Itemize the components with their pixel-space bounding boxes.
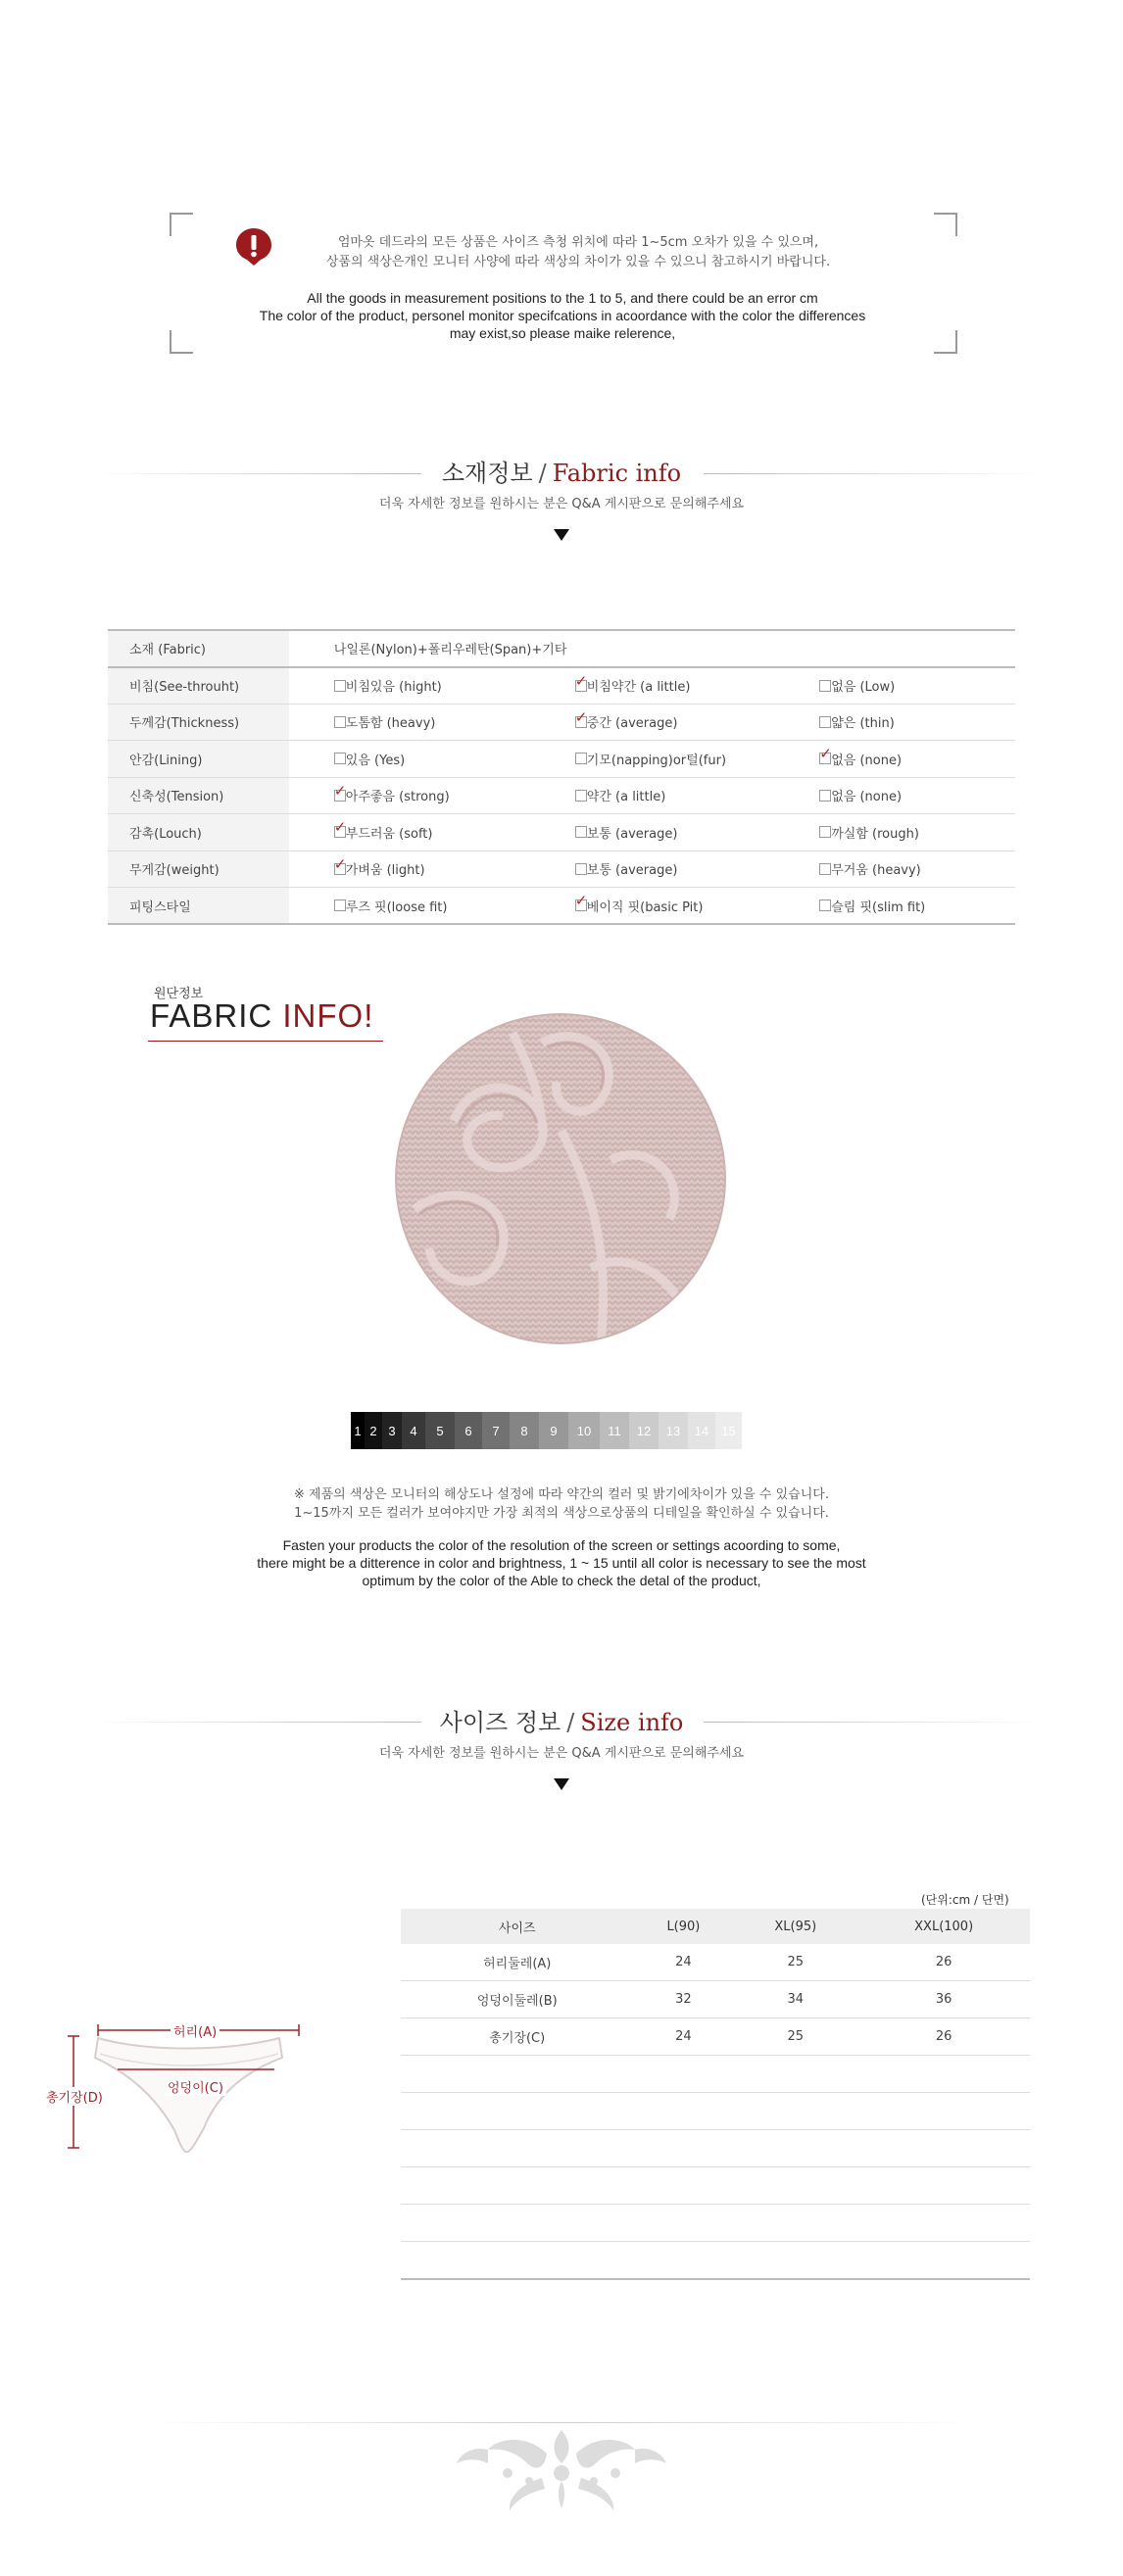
color-swatch-1: 1 <box>351 1412 365 1449</box>
table-row <box>401 2018 1030 2056</box>
footer-divider <box>149 2422 972 2423</box>
fabric-info-small-label: 원단정보 <box>154 987 204 1001</box>
option-cell <box>289 814 530 851</box>
fabric-section-subtitle: 더욱 자세한 정보를 원하시는 분은 Q&A 게시판으로 문의해주세요 <box>378 497 745 511</box>
color-swatch-6: 6 <box>455 1412 482 1449</box>
checkbox[interactable] <box>819 826 831 838</box>
row-label: 신축성(Tension) <box>108 777 289 814</box>
color-note-english <box>0 1536 1123 1589</box>
color-swatch-7: 7 <box>482 1412 510 1449</box>
color-swatch-5: 5 <box>425 1412 455 1449</box>
empty-cell <box>401 2205 634 2242</box>
title-slash: / <box>566 1709 575 1736</box>
option-cell <box>774 667 1015 705</box>
color-swatch-9: 9 <box>539 1412 568 1449</box>
option-cell <box>530 667 774 705</box>
checkbox[interactable] <box>819 716 831 728</box>
size-value: 34 <box>733 1981 857 2018</box>
color-swatch-2: 2 <box>365 1412 382 1449</box>
row-label: 허리둘레(A) <box>401 1944 634 1981</box>
notice-en-line-1: All the goods in measurement positions to the 1 to 5, and there could be an error cm <box>307 290 818 306</box>
checkbox[interactable] <box>574 707 588 728</box>
checkbox[interactable] <box>819 863 831 875</box>
checkbox[interactable] <box>575 753 587 764</box>
color-note-en-line-1: Fasten your products the color of the resolution of the screen or settings acoording to some, <box>282 1537 841 1553</box>
checkbox[interactable] <box>333 818 347 838</box>
empty-cell <box>401 2056 634 2093</box>
checkbox[interactable] <box>575 790 587 802</box>
option-label: 아주좋음 (strong) <box>345 790 450 805</box>
size-title-en: Size info <box>580 1709 684 1736</box>
column-header: XXL(100) <box>857 1909 1030 1944</box>
checkmark-icon: ✓ <box>333 781 347 800</box>
empty-cell <box>634 2205 734 2242</box>
option-label: 무거움 (heavy) <box>831 863 921 879</box>
row-label: 소재 (Fabric) <box>108 630 289 667</box>
checkmark-icon: ✓ <box>574 671 588 690</box>
empty-table-row <box>401 2093 1030 2130</box>
color-swatch-11: 11 <box>600 1412 629 1449</box>
checkbox[interactable] <box>333 781 347 802</box>
color-swatch-12: 12 <box>629 1412 659 1449</box>
option-label: 슬림 핏(slim fit) <box>831 899 926 915</box>
size-value: 24 <box>634 2018 734 2056</box>
unit-label: (단위:cm / 단면) <box>921 1893 1009 1907</box>
size-value: 25 <box>733 2018 857 2056</box>
option-label: 있음 (Yes) <box>345 753 406 768</box>
down-triangle-icon <box>554 529 569 541</box>
size-value: 32 <box>634 1981 734 2018</box>
option-label: 도톰함 (heavy) <box>345 716 436 732</box>
option-cell <box>774 851 1015 888</box>
checkbox[interactable] <box>819 899 831 911</box>
size-table <box>401 1909 1030 2280</box>
option-cell <box>774 741 1015 778</box>
empty-cell <box>857 2167 1030 2205</box>
color-swatch-15: 15 <box>715 1412 742 1449</box>
table-row <box>401 1944 1030 1981</box>
table-row <box>108 630 1015 667</box>
empty-cell <box>401 2167 634 2205</box>
empty-cell <box>733 2093 857 2130</box>
empty-cell <box>857 2093 1030 2130</box>
empty-cell <box>401 2242 634 2280</box>
fabric-info-exclaim: INFO! <box>282 997 374 1034</box>
color-scale-bar <box>351 1412 742 1449</box>
table-row <box>108 741 1015 778</box>
fabric-table <box>108 629 1015 925</box>
empty-cell <box>857 2056 1030 2093</box>
option-label: 중간 (average) <box>586 716 678 732</box>
option-label: 루즈 핏(loose fit) <box>345 899 448 915</box>
option-cell <box>289 704 530 741</box>
option-cell <box>774 888 1015 925</box>
row-label: 엉덩이둘레(B) <box>401 1981 634 2018</box>
empty-cell <box>634 2167 734 2205</box>
table-row <box>108 851 1015 888</box>
size-value: 24 <box>634 1944 734 1981</box>
color-note-ko-line-1: ※ 제품의 색상은 모니터의 해상도나 설정에 따라 약간의 컬러 및 밝기에차이가 있을 수 있습니다. <box>294 1487 829 1502</box>
color-note-en-line-2: there might be a ditterence in color and brightness, 1 ~ 15 until all color is necessary to see the most <box>257 1555 866 1571</box>
option-label: 보통 (average) <box>586 826 678 842</box>
size-title-ko: 사이즈 정보 <box>439 1709 562 1736</box>
table-row <box>108 667 1015 705</box>
notice-korean <box>274 233 882 272</box>
checkmark-icon: ✓ <box>333 854 347 873</box>
exclamation-icon <box>235 227 272 267</box>
table-row <box>108 888 1015 925</box>
empty-table-row <box>401 2056 1030 2093</box>
empty-table-row <box>401 2205 1030 2242</box>
empty-cell <box>634 2242 734 2280</box>
option-cell <box>530 741 774 778</box>
checkmark-icon: ✓ <box>574 892 588 909</box>
option-label: 없음 (none) <box>831 753 903 768</box>
color-swatch-13: 13 <box>659 1412 688 1449</box>
table-row <box>108 704 1015 741</box>
row-label: 무게감(weight) <box>108 851 289 888</box>
option-label: 보통 (average) <box>586 863 678 879</box>
fabric-title-en: Fabric info <box>552 460 682 487</box>
option-label: 기모(napping)or털(fur) <box>586 753 727 768</box>
option-label: 까실함 (rough) <box>831 826 919 842</box>
size-value: 25 <box>733 1944 857 1981</box>
option-cell <box>530 777 774 814</box>
empty-cell <box>733 2056 857 2093</box>
option-cell <box>530 851 774 888</box>
color-swatch-14: 14 <box>688 1412 715 1449</box>
size-value: 36 <box>857 1981 1030 2018</box>
table-row <box>108 777 1015 814</box>
empty-cell <box>401 2093 634 2130</box>
color-swatch-4: 4 <box>402 1412 425 1449</box>
size-section-title <box>0 1703 1123 1737</box>
option-label: 부드러움 (soft) <box>345 826 433 842</box>
row-label: 두께감(Thickness) <box>108 704 289 741</box>
checkmark-icon: ✓ <box>819 745 832 763</box>
option-cell <box>289 741 530 778</box>
checkbox[interactable] <box>574 671 588 692</box>
empty-cell <box>857 2205 1030 2242</box>
option-cell <box>530 888 774 925</box>
empty-cell <box>733 2242 857 2280</box>
checkbox[interactable] <box>819 680 831 692</box>
checkmark-icon: ✓ <box>333 818 347 837</box>
option-cell <box>774 814 1015 851</box>
option-cell <box>289 777 530 814</box>
empty-cell <box>733 2205 857 2242</box>
row-label: 총기장(C) <box>401 2018 634 2056</box>
option-cell <box>530 704 774 741</box>
size-value: 26 <box>857 1944 1030 1981</box>
option-label: 베이직 핏(basic Pit) <box>586 899 704 915</box>
fabric-title-ko: 소재정보 <box>441 460 533 487</box>
fabric-info-word: FABRIC <box>150 997 273 1034</box>
checkbox[interactable] <box>575 863 587 875</box>
empty-cell <box>733 2130 857 2167</box>
checkbox[interactable] <box>819 790 831 802</box>
checkbox[interactable] <box>334 716 346 728</box>
checkbox[interactable] <box>333 854 347 875</box>
empty-cell <box>733 2167 857 2205</box>
notice-en-line-2: The color of the product, personel monitor specifcations in acoordance with the color the differences <box>259 308 866 323</box>
empty-cell <box>857 2130 1030 2167</box>
option-cell <box>289 851 530 888</box>
option-label: 없음 (none) <box>831 790 903 805</box>
fabric-info-underline <box>148 1041 383 1042</box>
empty-cell <box>634 2093 734 2130</box>
color-swatch-10: 10 <box>568 1412 600 1449</box>
option-cell <box>774 777 1015 814</box>
color-note-ko-line-2: 1~15까지 모든 컬러가 보여야지만 가장 최적의 색상으로상품의 디테일을 확인하실 수 있습니다. <box>294 1506 829 1521</box>
column-header: XL(95) <box>733 1909 857 1944</box>
empty-cell <box>634 2130 734 2167</box>
notice-corner-top-left <box>170 213 193 236</box>
option-label: 약간 (a little) <box>586 790 666 805</box>
fabric-info-heading <box>150 997 373 1035</box>
color-note-en-line-3: optimum by the color of the Able to check the detal of the product, <box>362 1573 761 1588</box>
waist-label: 허리(A) <box>171 2021 220 2040</box>
title-slash: / <box>538 460 547 487</box>
option-label: 가벼움 (light) <box>345 863 425 879</box>
checkmark-icon: ✓ <box>574 707 588 726</box>
option-label: 없음 (Low) <box>831 680 896 695</box>
option-cell <box>289 888 530 925</box>
checkbox[interactable] <box>334 680 346 692</box>
color-swatch-8: 8 <box>510 1412 539 1449</box>
table-row <box>108 814 1015 851</box>
empty-cell <box>401 2130 634 2167</box>
row-label: 감촉(Louch) <box>108 814 289 851</box>
empty-table-row <box>401 2167 1030 2205</box>
column-header: 사이즈 <box>401 1909 634 1944</box>
table-header-row <box>401 1909 1030 1944</box>
checkbox[interactable] <box>574 892 588 911</box>
option-label: 비침있음 (hight) <box>345 680 442 695</box>
checkbox[interactable] <box>819 745 832 764</box>
empty-table-row <box>401 2130 1030 2167</box>
notice-english <box>170 289 955 342</box>
row-label: 피팅스타일 <box>108 888 289 925</box>
row-label: 비침(See-throuht) <box>108 667 289 705</box>
checkbox[interactable] <box>334 899 346 911</box>
down-triangle-icon <box>554 1778 569 1790</box>
fabric-swatch-image <box>395 1013 726 1344</box>
table-row <box>401 1981 1030 2018</box>
option-cell <box>530 814 774 851</box>
size-value: 26 <box>857 2018 1030 2056</box>
option-label: 비침약간 (a little) <box>586 680 691 695</box>
notice-en-line-3: may exist,so please maike relerence, <box>449 325 676 341</box>
column-header: L(90) <box>634 1909 734 1944</box>
checkbox[interactable] <box>334 753 346 764</box>
option-cell <box>774 704 1015 741</box>
material-value: 나일론(Nylon)+폴리우레탄(Span)+기타 <box>333 643 567 658</box>
color-swatch-3: 3 <box>382 1412 402 1449</box>
row-label: 안감(Lining) <box>108 741 289 778</box>
checkbox[interactable] <box>575 826 587 838</box>
length-label: 총기장(D) <box>44 2087 105 2106</box>
notice-corner-top-right <box>934 213 957 236</box>
fabric-section-title <box>0 454 1123 488</box>
notice-ko-line-1: 엄마옷 데드라의 모든 상품은 사이즈 측청 위치에 따라 1~5cm 오차가 있을 수 있으며, <box>337 235 819 250</box>
option-cell <box>289 667 530 705</box>
color-note-korean <box>0 1485 1123 1523</box>
hip-label: 엉덩이(C) <box>165 2077 226 2096</box>
notice-ko-line-2: 상품의 색상은개인 모니터 사양에 따라 색상의 차이가 있을 수 있으니 참고하시기 바랍니다. <box>325 255 831 269</box>
empty-cell <box>634 2056 734 2093</box>
option-label: 얇은 (thin) <box>831 716 895 732</box>
empty-table-row <box>401 2242 1030 2280</box>
size-section-subtitle: 더욱 자세한 정보를 원하시는 분은 Q&A 게시판으로 문의해주세요 <box>378 1746 745 1761</box>
empty-cell <box>857 2242 1030 2280</box>
floral-ornament-icon <box>449 2424 674 2512</box>
